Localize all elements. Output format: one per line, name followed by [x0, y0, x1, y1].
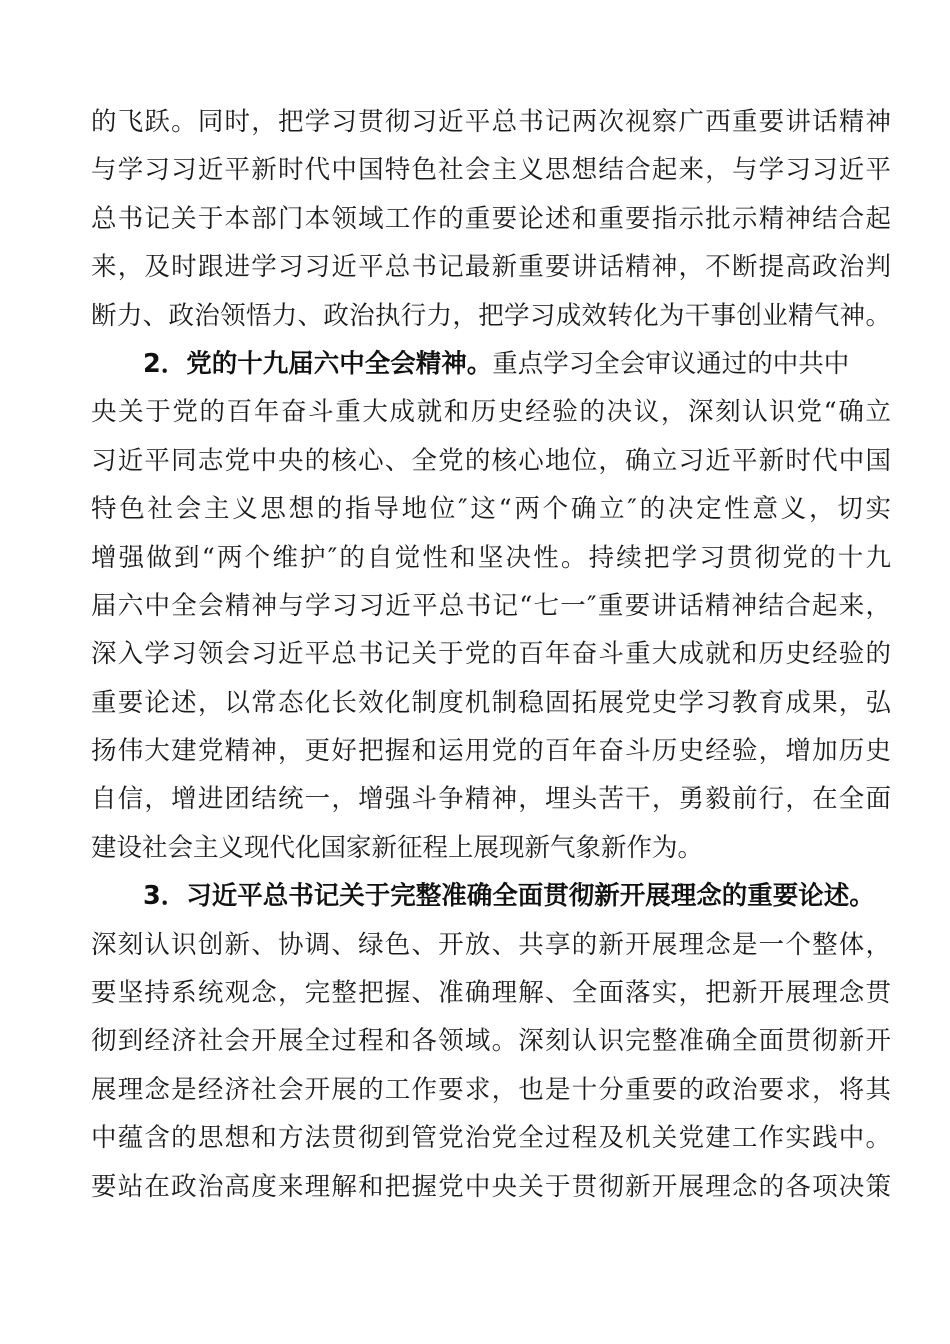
text-line: 重要论述，以常态化长效化制度机制稳固拓展党史学习教育成果，弘 [91, 687, 891, 718]
text-line: 彻到经济社会开展全过程和各领域。深刻认识完整准确全面贯彻新开 [91, 1026, 891, 1057]
text-line: 特色社会主义思想的指导地位″这“两个确立″的决定性意义，切实 [91, 494, 891, 525]
text-line: 届六中全会精神与学习习近平总书记“七一″重要讲话精神结合起来， [91, 590, 891, 621]
text-line: 深入学习领会习近平总书记关于党的百年奋斗重大成就和历史经验的 [91, 639, 891, 670]
text-line: 断力、政治领悟力、政治执行力，把学习成效转化为干事创业精气神。 [91, 300, 891, 331]
text-line: 总书记关于本部门本领域工作的重要论述和重要指示批示精神结合起 [91, 203, 891, 234]
text-line: 展理念是经济社会开展的工作要求，也是十分重要的政治要求，将其 [91, 1074, 891, 1105]
text-line: 要站在政治高度来理解和把握党中央关于贯彻新开展理念的各项决策 [91, 1171, 891, 1202]
text-line: 建设社会主义现代化国家新征程上展现新气象新作为。 [91, 832, 704, 863]
text-line: 来，及时跟进学习习近平总书记最新重要讲话精神，不断提高政治判 [91, 252, 891, 283]
text-line: 深刻认识创新、协调、绿色、开放、共享的新开展理念是一个整体， [91, 929, 891, 960]
text-line: 央关于党的百年奋斗重大成就和历史经验的决议，深刻认识党“确立 [91, 397, 891, 428]
text-line: 与学习习近平新时代中国特色社会主义思想结合起来，与学习习近平 [91, 155, 891, 186]
text-line: 增强做到“两个维护″的自觉性和坚决性。持续把学习贯彻党的十九 [91, 542, 891, 573]
section-2-first-line [91, 340, 891, 388]
section-3-heading: 3．习近平总书记关于完整准确全面贯彻新开展理念的重要论述。 [143, 881, 875, 912]
text-line: 扬伟大建党精神，更好把握和运用党的百年奋斗历史经验，增加历史 [91, 736, 891, 767]
text-line: 自信，增进团结统一，增强斗争精神，埋头苦干，勇毅前行，在全面 [91, 784, 891, 815]
body-text [91, 98, 891, 1211]
text-line: 中蕴含的思想和方法贯彻到管党治党全过程及机关党建工作实践中。 [91, 1123, 891, 1154]
section-2-first-line-text: 重点学习全会审议通过的中共中 [492, 348, 850, 379]
text-line: 要坚持系统观念，完整把握、准确理解、全面落实，把新开展理念贯 [91, 978, 891, 1009]
section-3-first-line [91, 872, 891, 920]
text-line: 习近平同志党中央的核心、全党的核心地位，确立习近平新时代中国 [91, 445, 891, 476]
text-line: 的飞跃。同时，把学习贯彻习近平总书记两次视察广西重要讲话精神 [91, 107, 891, 137]
section-2-heading: 2．党的十九届六中全会精神。 [143, 348, 493, 379]
